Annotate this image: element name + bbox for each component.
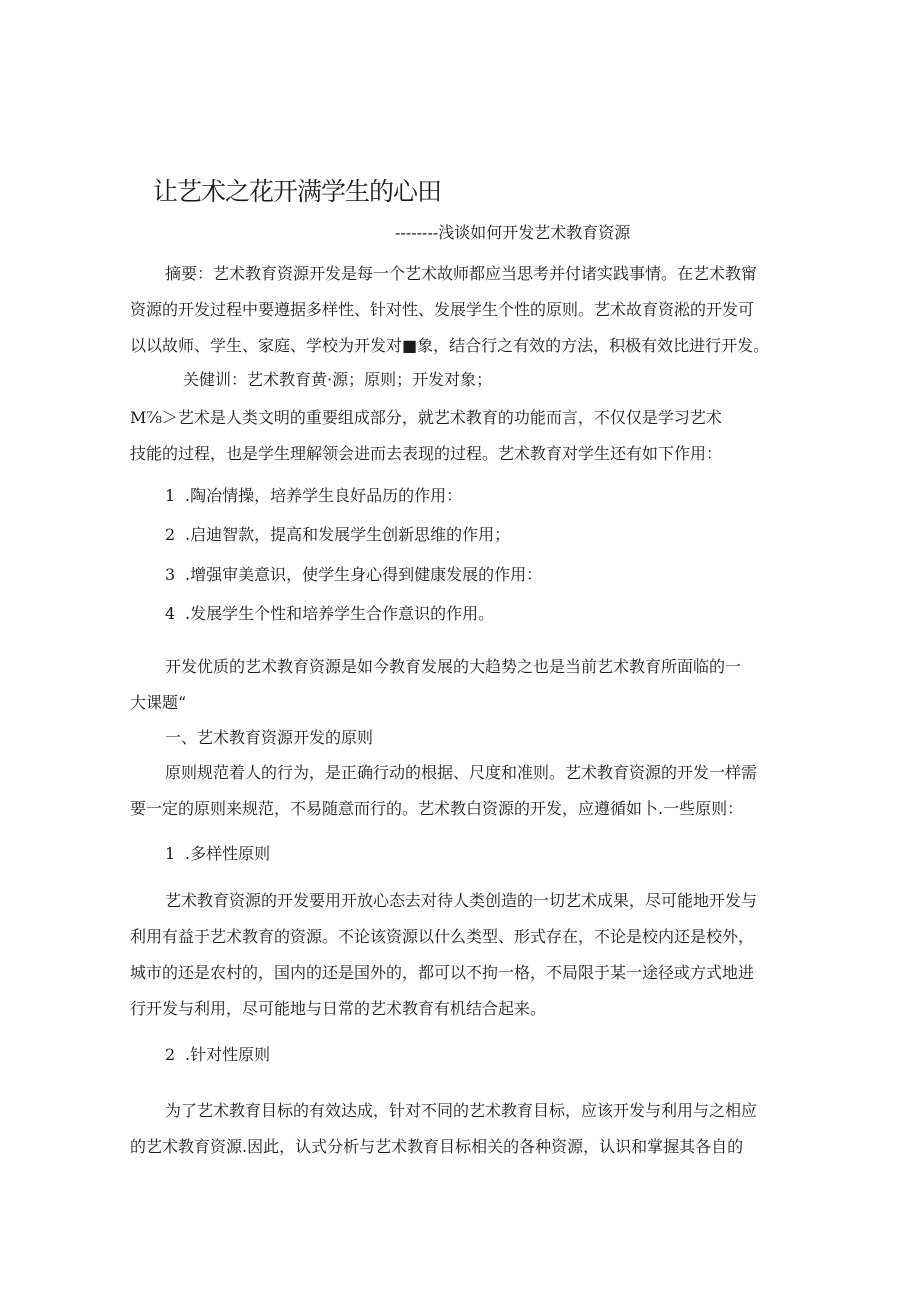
principle-body-line: 城市的还是农村的，国内的还是国外的，都可以不拘一格，不局限于某一途径或方式地进 [130,963,755,982]
principle-number: 1 [165,844,176,863]
keywords-line: 关健训：艺术教育黄·源；原则；开发对象； [183,370,493,389]
abstract-paragraph [130,256,795,364]
function-item [165,562,542,585]
principle-body-line: 的艺术教育资源.因此，认式分析与艺术教育目标相关的各种资源，认识和掌握其各自的 [130,1137,744,1156]
function-text: .陶冶情操，培养学生良好品历的作用： [185,486,463,505]
function-item [165,483,462,506]
abstract-line: 摘要：艺术教育资源开发是每一个艺术故师都应当思考并付诸实践事情。在艺术教甯 [165,264,758,283]
principle-body-line: 利用有益于艺术教育的资源。不论该资源以什么类型、形式存在，不论是校内还是校外， [130,927,755,946]
function-text: .启迪智款，提高和发展学生创新思维的作用； [185,525,511,544]
trend-line: 开发优质的艺术教育资源是如今教育发展的大趋势之也是当前艺术教育所面临的一 [165,657,742,676]
abstract-line: 资源的开发过程中要遵据多样性、针对性、发展学生个性的原则。艺术故育资淞的开发可 [130,300,755,319]
function-text: .增强审美意识，使学生身心得到健康发展的作用： [185,565,543,584]
function-number: 3 [165,565,176,584]
principle-body-line: 艺术教育资源的开发要用开放心态去对待人类创造的一切艺术成果，尽可能地开发与 [165,891,758,910]
function-number: 4 [165,604,176,623]
function-number: 1 [165,486,176,505]
abstract-line: 以以故师、学生、家庭、学校为开发对■象，结合行之有效的方法，积极有效比进行开发。 [130,336,770,355]
intro-line: M⅞＞艺术是人类文明的重要组成部分，就艺术教育的功能而言，不仅仅是学习艺术 [130,408,722,427]
trend-line: 大课题“ [130,693,187,712]
principle-number: 2 [165,1045,176,1064]
principle-heading [165,1042,270,1065]
principle-title: .多样性原则 [185,844,271,863]
principle-title: .针对性原则 [185,1045,271,1064]
intro-line: 技能的过程，也是学生理解领会进而去表现的过程。艺术教育对学生还有如下作用： [130,444,723,463]
document-subtitle: --------浅谈如何开发艺术教育资源 [395,223,631,242]
function-number: 2 [165,525,176,544]
keywords-paragraph [130,362,795,398]
principle-heading [165,841,270,864]
principle-body-line: 为了艺术教育目标的有效达成，针对不同的艺术教育目标，应该开发与利用与之相应 [165,1101,758,1120]
function-item [165,522,510,545]
function-text: .发展学生个性和培养学生合作意识的作用。 [185,604,495,623]
function-item [165,601,494,624]
principle-body-paragraph [130,1093,795,1165]
section-heading: 一、艺术教育资源开发的原则 [165,728,374,747]
intro-paragraph [130,400,795,472]
section-intro-line: 要一定的原则来规范，不易随意而行的。艺术教白资源的开发，应遵循如卜.一些原则： [130,799,744,818]
section-intro-line: 原则规范着人的行为，是正确行动的根据、尺度和准则。艺术教育资源的开发一样需 [165,763,758,782]
document-title: 让艺术之花开满学生的心田 [153,177,442,206]
trend-paragraph [130,649,795,721]
principle-body-paragraph [130,883,795,1027]
principle-body-line: 行开发与利用，尽可能地与日常的艺术教育有机结合起来。 [130,999,547,1018]
section-intro-paragraph [130,755,795,827]
